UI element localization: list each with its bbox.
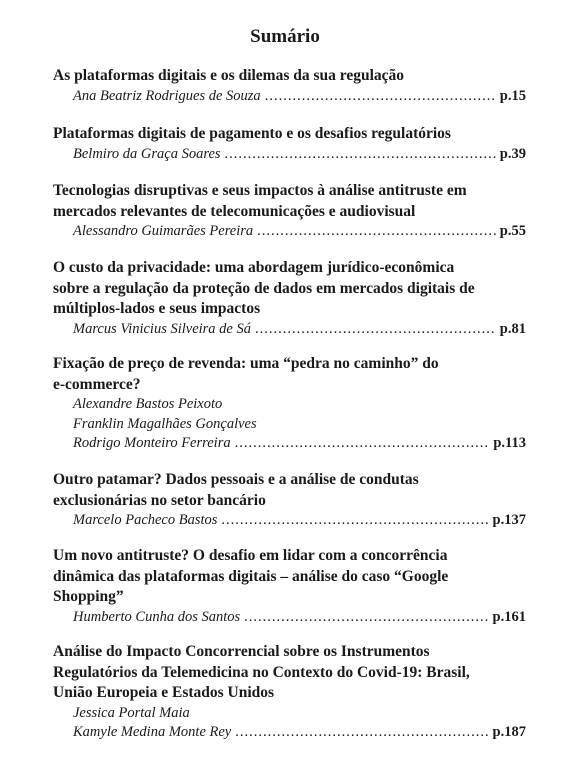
toc-entry [53,124,526,164]
author-page-line [53,434,526,454]
entry-title-line: Fixação de preço de revenda: uma “pedra no caminho” do [53,355,439,372]
entry-title-line: Um novo antitruste? O desafio em lidar com a concorrência [53,547,448,564]
entry-author: Humberto Cunha dos Santos [73,608,241,625]
entry-author: Alessandro Guimarães Pereira [73,223,254,239]
entry-author: Rodrigo Monteiro Ferreira [73,435,231,451]
author-page-line [53,608,526,628]
entry-page-number: p.55 [499,223,526,239]
entry-title-line: Plataformas digitais de pagamento e os desafios regulatórios [53,125,451,142]
author-page-line [53,222,526,242]
entry-title-line: O custo da privacidade: uma abordagem jurídico-econômica [53,259,455,276]
entry-page-number: p.15 [499,87,526,104]
entry-author: Ana Beatriz Rodrigues de Souza [73,87,261,104]
dot-leader [225,145,496,165]
entry-author: Marcelo Pacheco Bastos [73,512,218,528]
entry-title-line: exclusionárias no setor bancário [53,491,266,509]
toc-entry [53,354,526,454]
entry-title-line: múltiplos-lados e seus impactos [53,300,261,317]
entry-title-line: sobre a regulação da proteção de dados em mercados digitais de [53,279,475,297]
entry-author: Belmiro da Graça Soares [73,145,221,162]
entry-author: Jessica Portal Maia [73,704,190,721]
dot-leader [255,320,496,340]
dot-leader [265,87,496,107]
entry-page-number: p.137 [492,512,526,528]
dot-leader [235,434,490,454]
entry-title-line: Regulatórios da Telemedicina no Contexto do Covid-19: Brasil, [53,663,470,681]
entry-author: Marcus Vinicius Silveira de Sá [73,320,251,337]
dot-leader [221,511,488,531]
toc-entry [53,470,526,531]
author-page-line [53,145,526,165]
author-page-line [53,87,526,107]
author-page-line [53,320,526,340]
toc-entry [53,546,526,627]
entry-title-line: Shopping” [53,588,124,605]
entry-title-line: Outro patamar? Dados pessoais e a análise de condutas [53,471,419,488]
entry-page-number: p.39 [499,145,526,162]
entry-page-number: p.113 [493,435,526,451]
entry-page-number: p.81 [499,320,526,337]
entry-title-line: dinâmica das plataformas digitais – análise do caso “Google [53,567,449,585]
entry-title-line: mercados relevantes de telecomunicações e audiovisual [53,202,416,220]
dot-leader [257,222,496,242]
author-page-line [53,511,526,531]
toc-entry [53,66,526,106]
entry-author: Alexandre Bastos Peixoto [73,396,223,412]
dot-leader [235,723,488,743]
toc-entry [53,181,526,242]
entry-author: Kamyle Medina Monte Rey [73,724,232,740]
dot-leader [244,608,488,628]
entry-title-line: Tecnologias disruptivas e seus impactos à análise antitruste em [53,182,467,199]
entry-author: Franklin Magalhães Gonçalves [73,415,257,432]
author-page-line [53,723,526,743]
entry-title-line: e-commerce? [53,375,141,393]
toc-entry [53,258,526,339]
toc-entry [53,642,526,743]
entry-page-number: p.187 [492,724,526,740]
entry-title-line: Análise do Impacto Concorrencial sobre os Instrumentos [53,643,430,660]
page-title: Sumário [250,26,320,47]
entry-title-line: As plataformas digitais e os dilemas da sua regulação [53,67,405,84]
entry-title-line: União Europeia e Estados Unidos [53,684,275,701]
entry-page-number: p.161 [492,608,526,625]
